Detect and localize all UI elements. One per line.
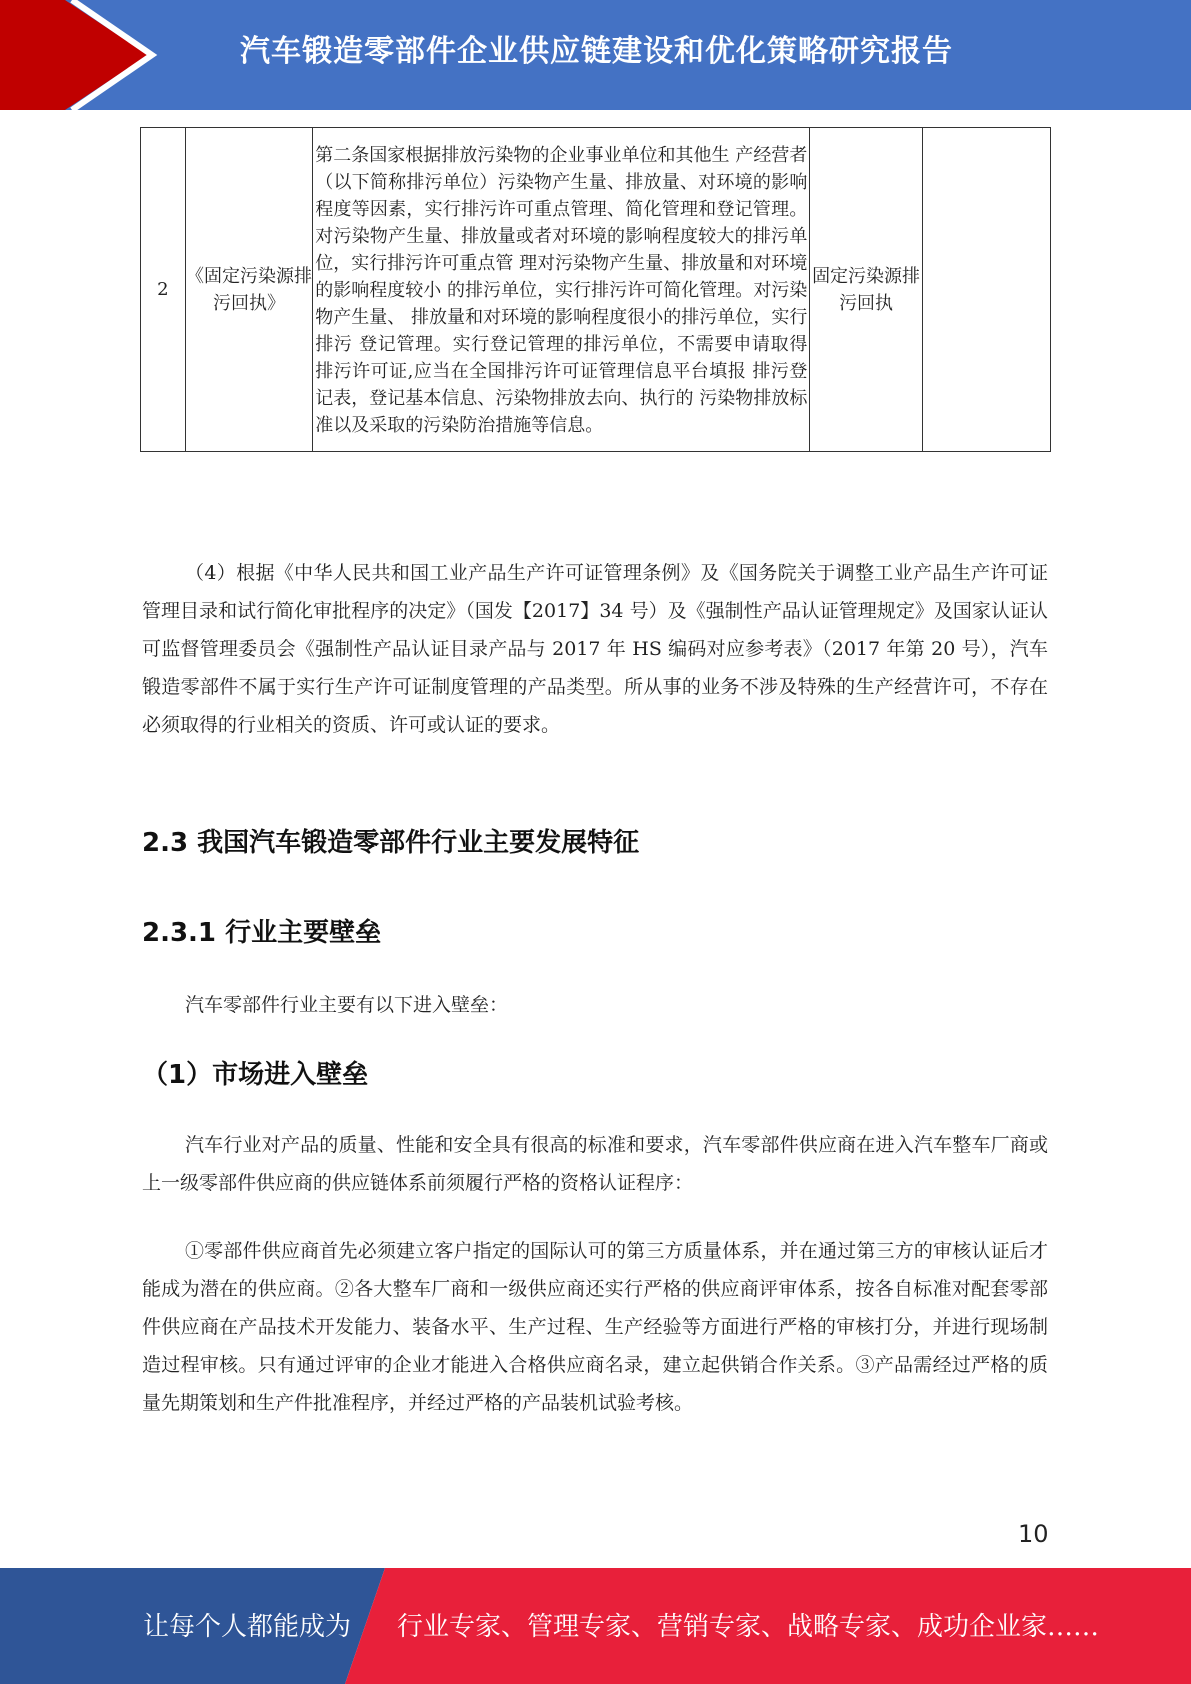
table-row (141, 128, 1051, 452)
footer-slogan-right: 行业专家、管理专家、营销专家、战略专家、成功企业家…… (397, 1612, 1100, 1642)
page-header (0, 0, 1191, 110)
paragraph-market-barrier: 汽车行业对产品的质量、性能和安全具有很高的标准和要求，汽车零部件供应商在进入汽车整车厂商或上一级零部件供应商的供应链体系前须履行严格的资格认证程序： (142, 1134, 1048, 1194)
document-type: 固定污染源排污回执 (810, 128, 922, 452)
page-number: 10 (1018, 1520, 1049, 1548)
document-name: 《固定污染源排污回执》 (185, 128, 312, 452)
empty-cell (922, 128, 1050, 452)
report-title: 汽车锻造零部件企业供应链建设和优化策略研究报告 (240, 34, 953, 69)
regulation-content: 第二条国家根据排放污染物的企业事业单位和其他生 产经营者（以下简称排污单位）污染物产生量、排放量、对环境的影响程度等因素，实行排污许可重点管理、简化管理和登记管理。对污染物产生量、排放量或者对环境的影响程度较大的排污单位，实行排污许可重点管 理对污染物产生量、排放量和对环境的影响程度较小 的排污单位，实行排污许可简化管理。对污染物产生量、 排放量和对环境的影响程度很小的排污单位，实行排污 登记管理。实行登记管理的排污单位，不需要申请取得 排污许可证,应当在全国排污许可证管理信息平台填报 排污登记表，登记基本信息、污染物排放去向、执行的 污染物排放标准以及采取的污染防治措施等信息。 (313, 128, 810, 452)
paragraph-certification-steps: ①零部件供应商首先必须建立客户指定的国际认可的第三方质量体系，并在通过第三方的审核认证后才能成为潜在的供应商。②各大整车厂商和一级供应商还实行严格的供应商评审体系，按各自标准对配套零部件供应商在产品技术开发能力、装备水平、生产过程、生产经验等方面进行严格的审核打分，并进行现场制造过程审核。只有通过评审的企业才能进入合格供应商名录，建立起供销合作关系。③产品需经过严格的质量先期策划和生产件批准程序，并经过严格的产品装机试验考核。 (142, 1240, 1048, 1414)
row-number: 2 (141, 128, 186, 452)
paragraph-intro-barriers: 汽车零部件行业主要有以下进入壁垒： (185, 994, 509, 1016)
footer-slogan-left: 让每个人都能成为 (143, 1612, 352, 1642)
paragraph-license-regulation: （4）根据《中华人民共和国工业产品生产许可证管理条例》及《国务院关于调整工业产品生产许可证管理目录和试行简化审批程序的决定》（国发【2017】34 号）及《强制性产品认证管理规定》及国家认证认可监督管理委员会《强制性产品认证目录产品与 2017 年 HS 编码对应参考表》（2017 年第 20 号），汽车锻造零部件不属于实行生产许可证制度管理的产品类型。所从事的业务不涉及特殊的生产经营许可，不存在必须取得的行业相关的资质、许可或认证的要求。 (142, 562, 1048, 736)
subheading-market-barrier: （1）市场进入壁垒 (142, 1060, 369, 1090)
section-heading-2-3: 2.3 我国汽车锻造零部件行业主要发展特征 (142, 828, 640, 858)
section-heading-2-3-1: 2.3.1 行业主要壁垒 (142, 918, 382, 948)
page-footer (0, 1568, 1191, 1684)
regulation-table (140, 127, 1051, 452)
